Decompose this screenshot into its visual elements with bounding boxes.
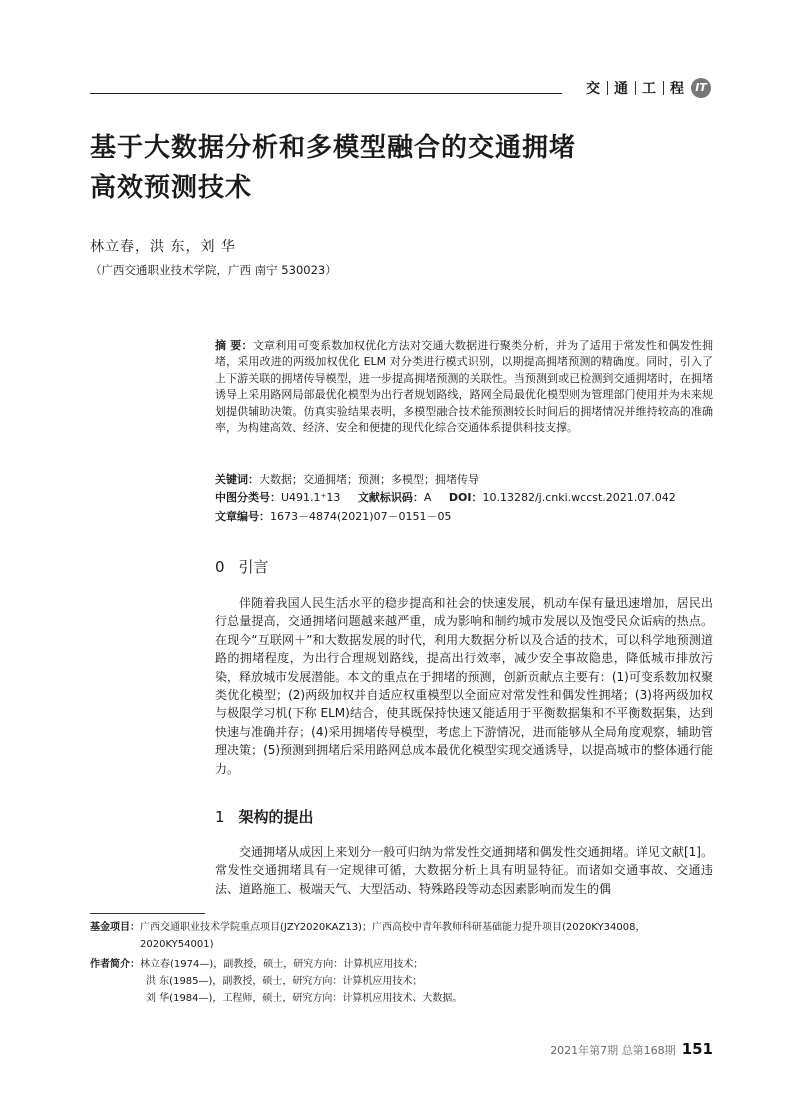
bio-1: 林立春(1974—)，副教授，硕士，研究方向：计算机应用技术； xyxy=(140,959,424,970)
keywords-text: 大数据；交通拥堵；预测；多模型；拥堵传导 xyxy=(259,473,479,486)
authors: 林立春，洪 东，刘 华 xyxy=(90,239,236,255)
journal-logo-icon: IT xyxy=(691,78,711,98)
page-number: 151 xyxy=(681,1040,713,1058)
bio-3: 刘 华(1984—)，工程师，硕士，研究方向：计算机应用技术、大数据。 xyxy=(146,993,463,1004)
classification-line xyxy=(215,489,676,505)
section-heading-1: 1 架构的提出 xyxy=(215,808,314,826)
bio-label: 作者简介： xyxy=(90,959,140,970)
abstract xyxy=(215,338,713,436)
footnote-rule xyxy=(90,913,205,914)
keywords-label: 关键词： xyxy=(215,473,259,486)
fund-label: 基金项目： xyxy=(90,922,140,933)
article-number-value: 1673－4874(2021)07－0151－05 xyxy=(270,510,452,523)
paragraph: 伴随着我国人民生活水平的稳步提高和社会的快速发展，机动车保有量迅速增加，居民出行总量提高，交通拥堵问题越来越严重，成为影响和制约城市发展以及饱受民众诟病的热点。在现今“互联网＋”和大数据发展的时代，利用大数据分析以及合适的技术，可以科学地预测道路的拥堵程度，为出行合理规划路线，提高出行效率，减少安全事故隐患，降低城市排放污染，释放城市发展潜能。本文的重点在于拥堵的预测，创新贡献点主要有：(1)可变系数加权聚类优化模型；(2)两级加权并自适应权重模型以全面应对常发性和偶发性拥堵；(3)将两级加权与极限学习机(下称 ELM)结合，使其既保持快速又能适用于平衡数据集和不平衡数据集，达到快速与准确并存；(4)采用拥堵传导模型，考虑上下游情况，进而能够从全局角度观察，辅助管理决策；(5)预测到拥堵后采用路网总成本最优化模型实现交通诱导，以提高城市的整体通行能力。 xyxy=(215,596,713,776)
section-heading-0: 0 引言 xyxy=(215,558,269,576)
fund-note xyxy=(90,919,715,953)
bio-note xyxy=(90,956,715,973)
doi-value: 10.13282/j.cnki.wccst.2021.07.042 xyxy=(482,491,676,504)
section-0-body xyxy=(215,594,713,778)
article-title xyxy=(90,128,576,208)
abstract-text: 文章利用可变系数加权优化方法对交通大数据进行聚类分析，并为了适用于常发性和偶发性拥堵，采用改进的两级加权优化 ELM 对分类进行模式识别，以期提高拥堵预测的精确度。同时，引入了上下游关联的拥堵传导模型，进一步提高拥堵预测的关联性。当预测到或已检测到交通拥堵时，在拥堵诱导上采用路网局部最优化模型为出行者规划路线，路网全局最优化模型则为管理部门使用并为未来规划提供辅助决策。仿真实验结果表明，多模型融合技术能预测较长时间后的拥堵情况并维持较高的准确率，为构建高效、经济、安全和便捷的现代化综合交通体系提供科技支撑。 xyxy=(215,339,713,435)
article-number-label: 文章编号： xyxy=(215,510,270,523)
section-1-body xyxy=(215,843,713,898)
footnotes xyxy=(90,919,715,1007)
header-rule xyxy=(90,93,562,94)
fund-text: 广西交通职业技术学院重点项目(JZY2020KAZ13)；广西高校中青年教师科研基础能力提升项目(2020KY34008，2020KY54001) xyxy=(140,922,646,950)
journal-section-label: 交 通 工 程 xyxy=(586,81,685,97)
keywords xyxy=(215,471,479,487)
clc-label: 中图分类号： xyxy=(215,491,281,504)
issue-info: 2021年第7期 总第168期 xyxy=(550,1044,676,1057)
title-line-1: 基于大数据分析和多模型融合的交通拥堵 xyxy=(90,133,577,163)
page-footer xyxy=(550,1040,713,1058)
title-line-2: 高效预测技术 xyxy=(90,173,253,203)
paragraph: 交通拥堵从成因上来划分一般可归纳为常发性交通拥堵和偶发性交通拥堵。详见文献[1]。常发性交通拥堵具有一定规律可循，大数据分析上具有明显特征。而诸如交通事故、交通违法、道路施工、极端天气、大型活动、特殊路段等动态因素影响而发生的偶 xyxy=(215,845,713,896)
doc-code-value: A xyxy=(423,491,432,504)
article-number xyxy=(215,508,452,524)
abstract-label: 摘 要： xyxy=(215,339,253,352)
doi-label: DOI： xyxy=(448,491,483,504)
clc-value: U491.1⁺13 xyxy=(281,491,341,504)
affiliation: （广西交通职业技术学院，广西 南宁 530023） xyxy=(90,263,337,277)
bio-2: 洪 东(1985—)，副教授，硕士，研究方向：计算机应用技术； xyxy=(146,976,423,987)
doc-code-label: 文献标识码： xyxy=(357,491,424,504)
